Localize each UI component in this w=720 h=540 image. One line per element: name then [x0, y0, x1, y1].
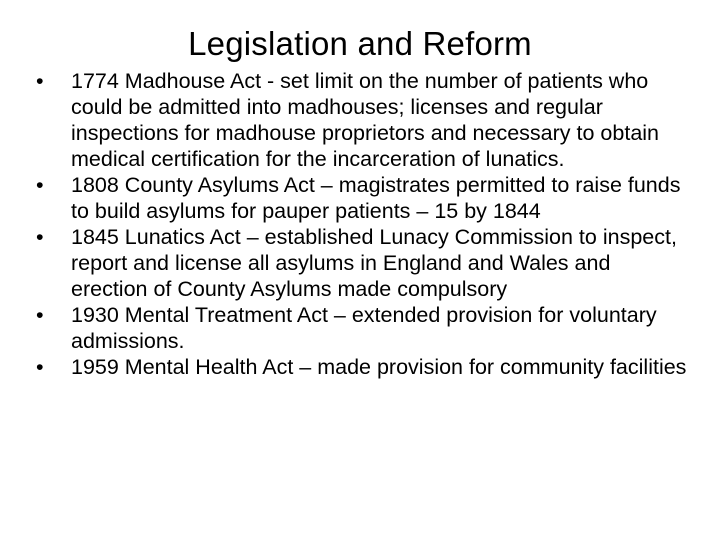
bullet-list — [36, 68, 692, 380]
bullet-text: 1845 Lunatics Act – established Lunacy Commission to inspect, report and license all asylums in England and Wales and erection of County Asylums made compulsory — [71, 225, 677, 301]
bullet-text: 1808 County Asylums Act – magistrates permitted to raise funds to build asylums for pauper patients – 15 by 1844 — [71, 173, 681, 223]
bullet-icon: • — [36, 303, 44, 327]
bullet-icon: • — [36, 173, 44, 197]
bullet-item-1930-mental-treatment-act — [36, 302, 692, 354]
bullet-text: 1930 Mental Treatment Act – extended provision for voluntary admissions. — [71, 303, 657, 353]
bullet-item-1808-county-asylums-act — [36, 172, 692, 224]
bullet-icon: • — [36, 69, 44, 93]
bullet-item-1774-madhouse-act — [36, 68, 692, 172]
bullet-icon: • — [36, 225, 44, 249]
slide-title: Legislation and Reform — [188, 25, 532, 62]
bullet-text: 1774 Madhouse Act - set limit on the number of patients who could be admitted into madhouses; licenses and regular inspections for madhouse proprietors and necessary to obtain medical certification for the incarceration of lunatics. — [71, 69, 660, 171]
bullet-item-1959-mental-health-act — [36, 354, 692, 380]
bullet-text: 1959 Mental Health Act – made provision for community facilities — [71, 355, 687, 379]
bullet-icon: • — [36, 355, 44, 379]
bullet-item-1845-lunatics-act — [36, 224, 692, 302]
